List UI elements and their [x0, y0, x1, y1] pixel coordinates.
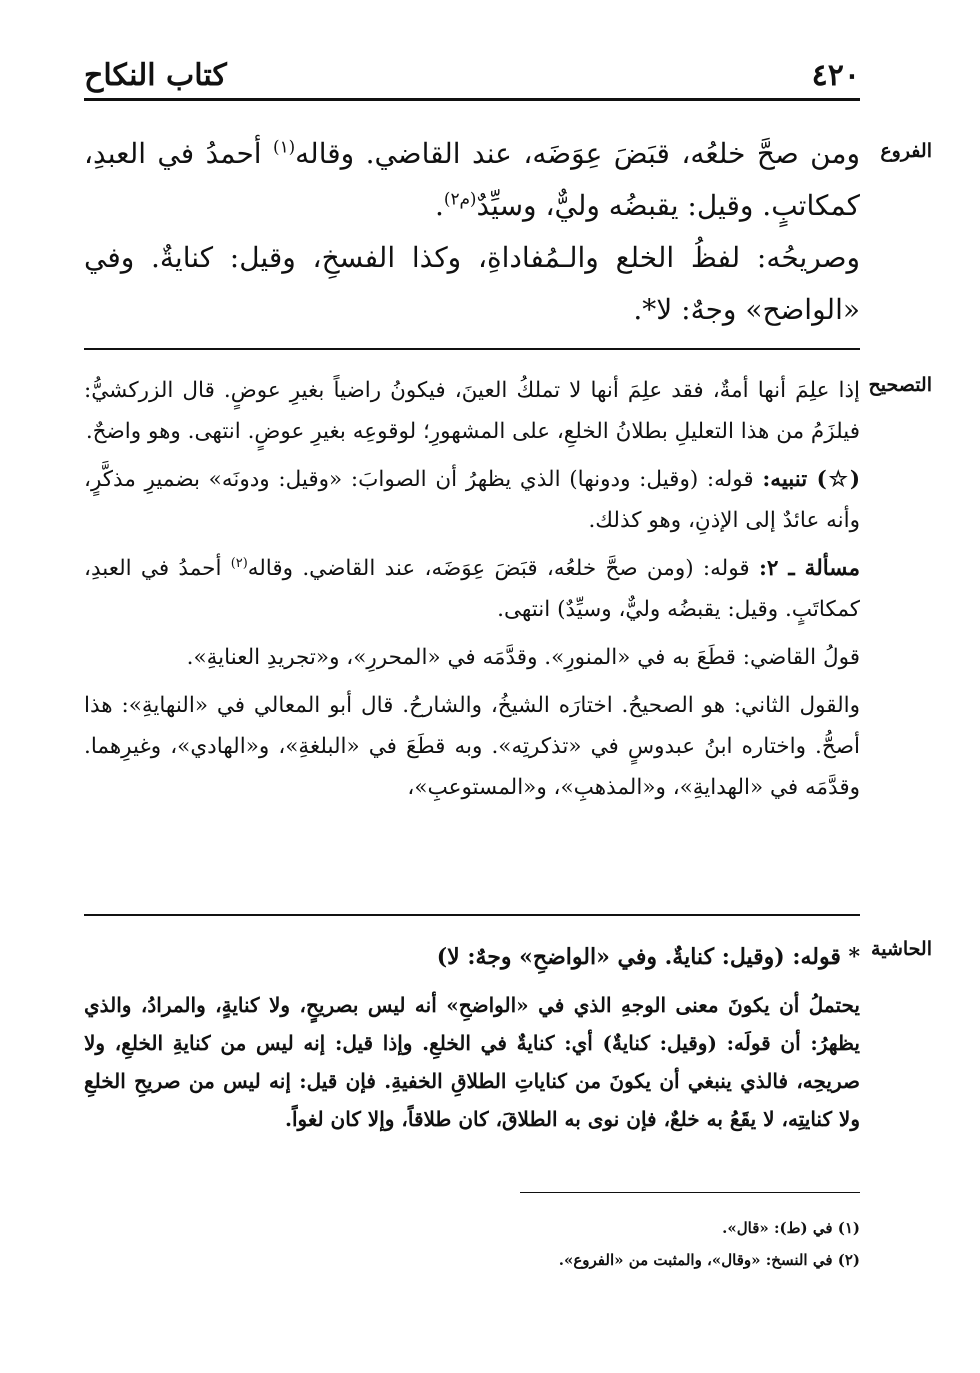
hashiya-heading: * قوله: (وقيل: كنايةٌ. وفي «الواضحِ» وجهٌ: لا)	[436, 944, 860, 970]
tashih-paragraph	[84, 548, 860, 630]
furu-text: .	[435, 189, 444, 222]
tashih-paragraph: إذا علِمَ أنها أمةٌ، فقد علِمَ أنها لا تملكُ العينَ، فيكونُ راضياً بغيرِ عوضٍ. قال الزركشيُّ: فيلزَمُ من هذا التعليلِ بطلانُ الخلعِ، على المشهورِ؛ لوقوعِه بغيرِ عوضٍ. انتهى. وهو واضحٌ.	[84, 378, 860, 444]
section-divider	[84, 914, 860, 916]
tashih-paragraph	[84, 459, 860, 541]
tashih-paragraph: قولُ القاضي: قطَعَ به في «المنورِ». وقدَّمَه في «المحررِ»، و«تجريدِ العنايةِ».	[186, 645, 860, 670]
footnote-divider	[520, 1192, 860, 1193]
tashih-text: قوله: (وقيل: ودونها) الذي يظهرُ أن الصوابَ: «وقيل: ودونَه» بضميرِ مذكَّرٍ، وأنه عائدٌ إلى الإذنِ، وهو كذلك.	[84, 467, 860, 533]
furu-section	[84, 128, 860, 336]
section-label-tashih: التصحيح	[868, 374, 932, 396]
tashih-text: أحمدُ في العبدِ، كمكاتَبٍ. وقيل: يقبضُه وليٌّ، وسيِّدٌ) انتهى.	[84, 556, 860, 622]
furu-paragraph	[84, 128, 860, 232]
footnote: (٢) في النسخ: «وقال»، والمثبت من «الفروع».	[558, 1251, 860, 1269]
manuscript-ref: (م٢)	[443, 188, 477, 209]
footnotes	[440, 1212, 860, 1276]
hashiya-section	[84, 934, 860, 1138]
furu-text: أحمدُ في العبدِ، كمكاتبٍ. وقيل: يقبضُه وليٌّ، وسيِّدٌ	[84, 137, 860, 222]
hashiya-paragraph: يحتملُ أن يكونَ معنى الوجهِ الذي في «الواضحِ» أنه ليس بصريحٍ، ولا كنايةٍ، والمرادُ، والذي يظهرُ: أن قولَه: (وقيل: كنايةٌ) أي: كنايةٌ في الخلعِ. وإذا قيل: إنه ليس من كنايةِ الخلعِ، ولا صريحِه، فالذي ينبغي أن يكونَ من كناياتِ الطلاقِ الخفيةِ. فإن قيل: إنه ليس من صريحِ الخلعِ ولا كنايتِه، لا يقَعُ به خلعٌ، فإن نوى به الطلاقَ، كان طلاقاً، وإلا كان لغواً.	[84, 993, 860, 1131]
page-header	[84, 52, 860, 101]
tashih-text: قوله: (ومن صحَّ خلعُه، قبَضَ عِوَضَه، عند القاضي. وقاله	[247, 556, 759, 581]
footnote: (١) في (ط): «قال».	[722, 1219, 860, 1237]
footnote-ref: (٢)	[230, 555, 248, 571]
tashih-paragraph: والقول الثاني: هو الصحيحُ. اختارَه الشيخُ، والشارحُ. قال أبو المعالي في «النهايةِ»: هذا أصحُّ. واختاره ابنُ عبدوسٍ في «تذكرتِه». وبه قطَعَ في «البلغةِ»، و«الهادي»، وغيرِهما. وقدَّمَه في «الهدايةِ»، و«المذهبِ»، و«المستوعبِ»،	[84, 693, 860, 800]
section-label-hashiya: الحاشية	[871, 938, 932, 960]
section-label-furu: الفروع	[880, 140, 932, 162]
notice-heading: (☆) تنبيه:	[762, 467, 860, 492]
section-divider	[84, 348, 860, 350]
book-title: كتاب النكاح	[84, 58, 227, 93]
page-number: ٤٢٠	[811, 58, 860, 93]
issue-heading: مسألة ـ ٢:	[758, 556, 860, 581]
furu-text: ومن صحَّ خلعُه، قبَضَ عِوَضَه، عند القاضي. وقاله	[295, 137, 861, 170]
footnote-ref: (١)	[273, 136, 296, 157]
tashih-section	[84, 370, 860, 815]
furu-paragraph: وصريحُه: لفظُ الخلع والـمُفاداةِ، وكذا الفسخِ، وقيل: كنايةٌ. وفي «الواضح» وجهٌ: لا*.	[84, 241, 860, 326]
